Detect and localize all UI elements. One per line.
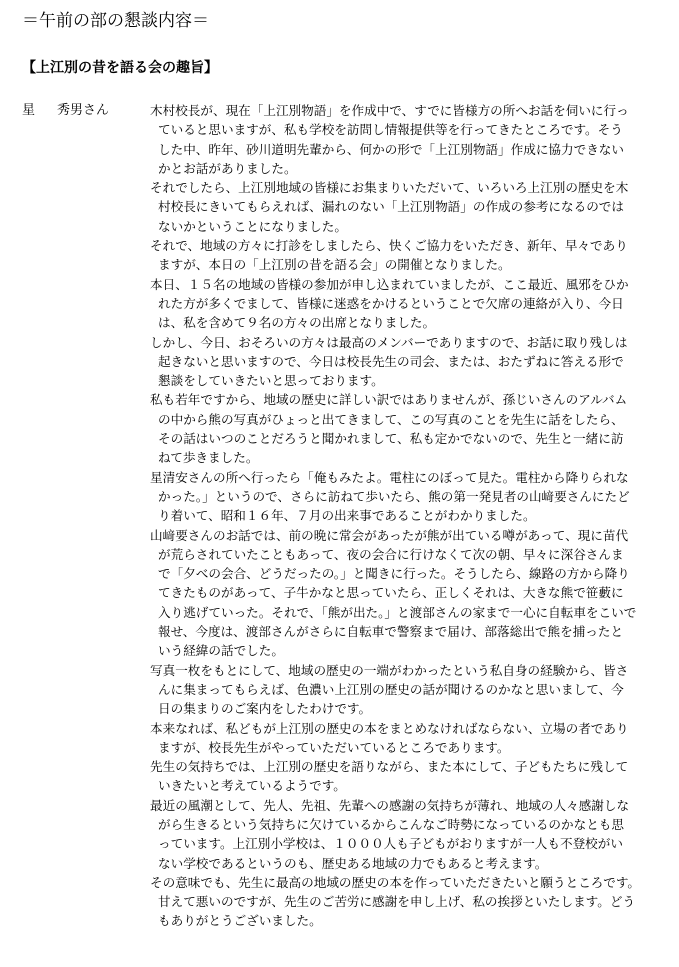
paragraph-line: いきたいと考えているようです。 (158, 778, 346, 794)
speech-paragraph (150, 178, 670, 236)
speech-paragraph (150, 236, 670, 275)
paragraph-line: それでしたら、上江別地域の皆様にお集まりいただいて、いろいろ上江別の歴史を木 (150, 180, 629, 196)
speaker-given-name: 秀男さん (57, 103, 110, 118)
speech-paragraph (150, 757, 670, 796)
paragraph-line: 山﨑要さんのお話では、前の晩に常会があったが熊が出ている噂があって、現に苗代 (150, 527, 629, 543)
paragraph-line: かとお話がありました。 (158, 160, 297, 176)
paragraph-line: で「夕べの会合、どうだったの。」と聞きに行った。そうしたら、線路の方から降り (158, 566, 630, 582)
speech-paragraph (150, 101, 670, 178)
paragraph-line: 本来なれば、私どもが上江別の歴史の本をまとめなければならない、立場の者であり (150, 720, 629, 736)
paragraph-line: 写真一枚をもとにして、地域の歴史の一端がわかったという私自身の経験から、皆さ (150, 662, 629, 678)
paragraph-line: り着いて、昭和１６年、７月の出来事であることがわかりました。 (158, 508, 536, 524)
paragraph-line: しかし、今日、おそろいの方々は最高のメンバーでありますので、お話に取り残しは (150, 334, 628, 350)
speech-paragraph (150, 796, 670, 873)
section-subheading: 【上江別の昔を語る会の趣旨】 (22, 60, 218, 76)
paragraph-line: は、私を含めて９名の方々の出席となりました。 (158, 315, 436, 331)
paragraph-line: ますが、本日の「上江別の昔を語る会」の開催となりました。 (158, 257, 511, 273)
speech-paragraph (150, 275, 670, 333)
paragraph-line: ないかということになりました。 (158, 218, 347, 234)
speech-body (150, 101, 670, 931)
paragraph-line: ていると思いますが、私も学校を訪問し情報提供等を行ってきたところです。そう (158, 122, 623, 138)
paragraph-line: 村校長にきいてもらえれば、漏れのない「上江別物語」の作成の参考になるのでは (158, 199, 624, 215)
paragraph-line: てきたものがあって、子牛かなと思っていたら、正しくそれは、大きな熊で笹藪に (158, 585, 624, 601)
paragraph-line: 私も若年ですから、地域の歴史に詳しい訳ではありませんが、孫じいさんのアルバム (150, 392, 628, 408)
paragraph-line: 入り逃げていった。それで、「熊が出た。」と渡部さんの家まで一心に自転車をこいで (158, 604, 637, 620)
speech-paragraph (150, 468, 670, 526)
speech-paragraph (150, 719, 670, 758)
speech-paragraph (150, 873, 670, 931)
paragraph-line: 木村校長が、現在「上江別物語」を作成中で、すでに皆様方の所へお話を伺いに行っ (150, 103, 629, 118)
paragraph-line: が荒らされていたこともあって、夜の会合に行けなくて次の朝、早々に深谷さんま (158, 546, 624, 562)
paragraph-line: ますが、校長先生がやっていただいているところであります。 (158, 739, 510, 755)
paragraph-line: その意味でも、先生に最高の地域の歴史の本を作っていただきたいと願うところです。 (150, 874, 641, 890)
paragraph-line: 甘えて悪いのですが、先生のご苦労に感謝を申し上げ、私の挨拶といたします。どう (158, 894, 636, 910)
paragraph-line: 先生の気持ちでは、上江別の歴史を語りながら、また本にして、子どもたちに残して (150, 759, 629, 775)
speech-paragraph (150, 661, 670, 719)
paragraph-line: んに集まってもらえば、色濃い上江別の歴史の話が聞けるのかなと思いまして、今 (158, 681, 624, 697)
paragraph-line: れた方が多くでまして、皆様に迷惑をかけるということで欠席の連絡が入り、今日 (158, 295, 624, 311)
paragraph-line: っています。上江別小学校は、１０００人も子どもがおりますが一人も不登校がい (158, 836, 623, 852)
paragraph-line: ない学校であるというのも、歴史ある地域の力でもあると考えます。 (158, 855, 548, 871)
paragraph-line: かった。」というので、さらに訪ねて歩いたら、熊の第一発見者の山﨑要さんにたど (158, 488, 630, 504)
paragraph-line: の中から熊の写真がひょっと出てきまして、この写真のことを先生に話をしたら、 (158, 411, 624, 427)
paragraph-line: 本日、１５名の地域の皆様の参加が申し込まれていましたが、ここ最近、風邪をひか (150, 276, 629, 292)
paragraph-line: 懇談をしていきたいと思っております。 (158, 373, 384, 389)
speaker-name (22, 101, 109, 120)
paragraph-line: した中、昨年、砂川道明先輩から、何かの形で「上江別物語」作成に協力できない (158, 141, 624, 157)
paragraph-line: ねて歩きました。 (158, 450, 259, 466)
speech-paragraph (150, 390, 670, 467)
document-heading: ＝午前の部の懇談内容＝ (22, 11, 209, 31)
paragraph-line: 起きないと思いますので、今日は校長先生の司会、または、おたずねに答える形で (158, 353, 624, 369)
paragraph-line: 日の集まりのご案内をしたわけです。 (158, 701, 372, 717)
paragraph-line: 星清安さんの所へ行ったら「俺もみたよ。電柱にのぼって見た。電柱から降りられな (150, 469, 629, 485)
speech-paragraph (150, 333, 670, 391)
paragraph-line: 報せ、今度は、渡部さんがさらに自転車で警察まで届け、部落総出で熊を捕ったと (158, 624, 624, 640)
paragraph-line: 最近の風潮として、先人、先祖、先輩への感謝の気持ちが薄れ、地域の人々感謝しな (150, 797, 630, 813)
paragraph-line: その話はいつのことだろうと聞かれまして、私も定かでないので、先生と一緒に訪 (158, 431, 624, 447)
speaker-surname: 星 (22, 103, 36, 118)
paragraph-line: がら生きるという気持ちに欠けているからこんなご時勢になっているのかなとも思 (158, 816, 624, 832)
paragraph-line: それで、地域の方々に打診をしましたら、快くご協力をいただき、新年、早々であり (150, 238, 628, 254)
paragraph-line: いう経緯の話でした。 (158, 643, 284, 659)
speech-paragraph (150, 526, 670, 661)
paragraph-line: もありがとうございました。 (158, 913, 322, 929)
